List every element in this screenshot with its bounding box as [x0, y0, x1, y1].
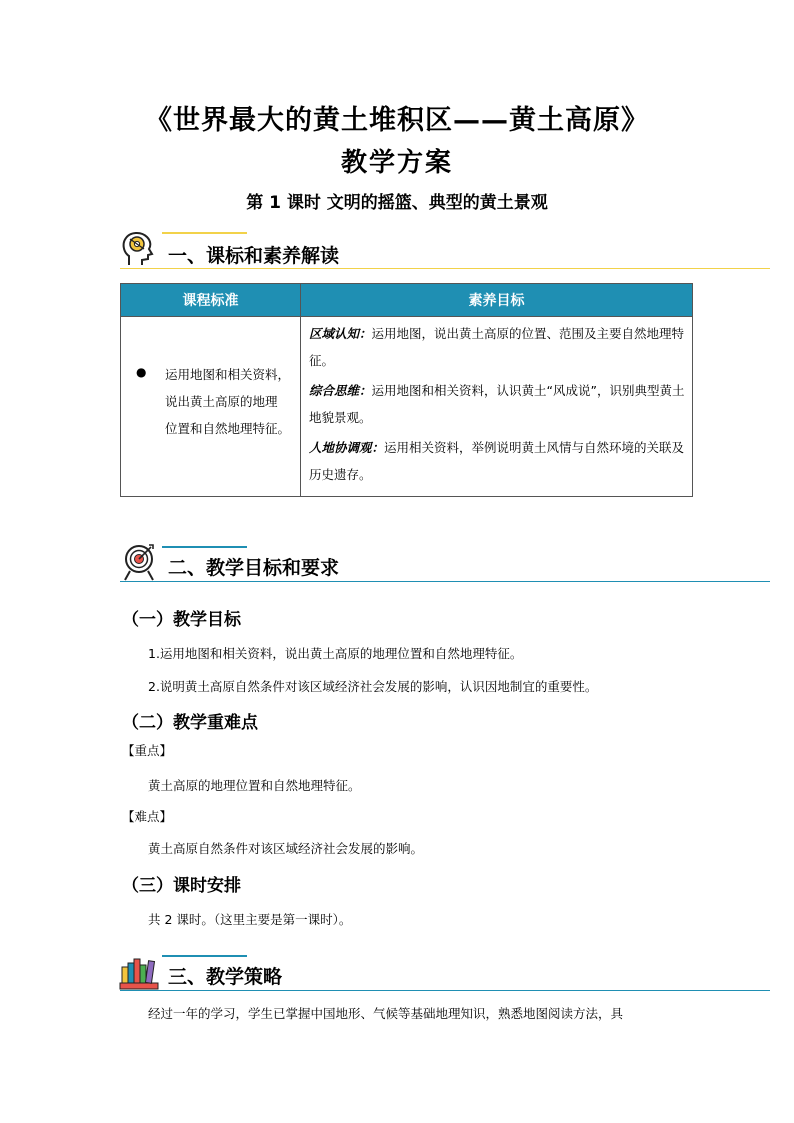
goal-text: 运用相关资料，举例说明黄土风情与自然环境的关联及历史遗存。 — [309, 440, 685, 482]
standard-cell — [121, 317, 301, 497]
goals-cell — [301, 317, 693, 497]
section2-heading: 二、教学目标和要求 — [168, 557, 340, 579]
difficulty-text: 黄土高原自然条件对该区域经济社会发展的影响。 — [148, 841, 424, 856]
goal-line-1: 1.运用地图和相关资料，说出黄土高原的地理位置和自然地理特征。 — [148, 646, 523, 661]
goal-text: 运用地图，说出黄土高原的位置、范围及主要自然地理特征。 — [309, 326, 685, 368]
document-title: 《世界最大的黄土堆积区——黄土高原》 — [145, 105, 649, 136]
target-icon — [120, 542, 154, 582]
standard-text — [165, 361, 290, 442]
table-header-row — [121, 284, 693, 317]
section3-heading: 三、教学策略 — [168, 966, 283, 988]
books-icon — [118, 953, 160, 993]
section1-heading: 一、课标和素养解读 — [168, 245, 340, 267]
subheading-schedule: （三）课时安排 — [122, 876, 241, 896]
goal-label: 区域认知： — [309, 326, 372, 341]
goal-item — [309, 434, 686, 488]
section2-underline — [120, 581, 770, 582]
goal-item — [309, 320, 686, 374]
head-gear-icon — [120, 229, 154, 269]
goal-text: 运用地图和相关资料，认识黄土“风成说”，识别典型黄土地貌景观。 — [309, 383, 685, 425]
strategy-text: 经过一年的学习，学生已掌握中国地形、气候等基础地理知识，熟悉地图阅读方法，具 — [148, 1006, 624, 1021]
goal-item — [309, 377, 686, 431]
section1-underline — [120, 268, 770, 269]
standard-line: 位置和自然地理特征。 — [165, 421, 291, 436]
goal-label: 人地协调观： — [309, 440, 385, 455]
document-subtitle: 教学方案 — [340, 148, 453, 178]
standards-table — [120, 283, 693, 497]
subheading-key-points: （二）教学重难点 — [122, 713, 258, 733]
goal-label: 综合思维： — [309, 383, 372, 398]
key-text: 黄土高原的地理位置和自然地理特征。 — [148, 778, 361, 793]
section3-top-line — [162, 955, 247, 957]
standard-line: 说出黄土高原的地理 — [165, 394, 278, 409]
table-header-standard: 课程标准 — [121, 284, 301, 317]
section1-top-line — [162, 232, 247, 234]
schedule-text: 共 2 课时。（这里主要是第一课时）。 — [148, 912, 352, 927]
section2-top-line — [162, 546, 247, 548]
standard-line: 运用地图和相关资料， — [165, 367, 291, 382]
lesson-title: 第 1 课时 文明的摇篮、典型的黄土景观 — [246, 193, 548, 213]
section3-underline — [120, 990, 770, 991]
subheading-teaching-goals: （一）教学目标 — [122, 610, 241, 630]
key-label: 【重点】 — [122, 743, 173, 758]
difficulty-label: 【难点】 — [122, 809, 173, 824]
goal-line-2: 2.说明黄土高原自然条件对该区域经济社会发展的影响，认识因地制宜的重要性。 — [148, 679, 598, 694]
bullet-icon: ● — [136, 365, 147, 379]
table-header-goals: 素养目标 — [301, 284, 693, 317]
table-row — [121, 317, 693, 497]
